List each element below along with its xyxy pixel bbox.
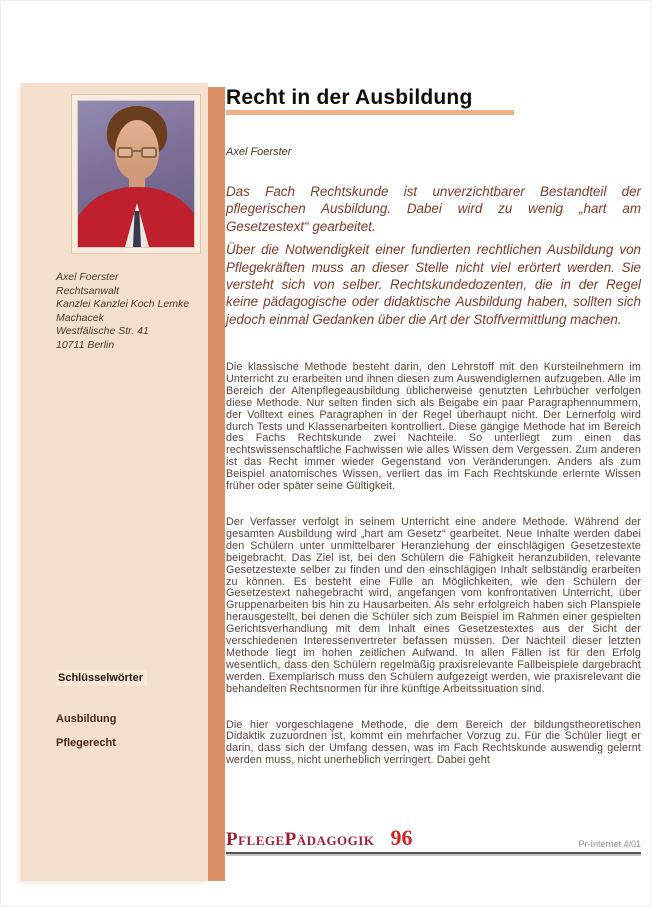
footer-rule: [226, 852, 641, 854]
lead-paragraph: Über die Notwendigkeit einer fundierten rechtlichen Ausbildung von Pflegekräften muss an dieser Stelle nicht viel erörtert werden. Sie versteht sich von selber. Rechtskundedozenten, die in der Regel keine pädagogische oder didaktische Ausbildung haben, sollten sich jedoch einmal Gedanken über die Art der Stoffvermittlung machen.: [226, 242, 641, 327]
author-title-line: Rechtsanwalt: [56, 284, 120, 297]
author-photo-frame: [71, 94, 201, 254]
article-byline: Axel Foerster: [226, 146, 292, 158]
body-paragraph: Der Verfasser verfolgt in seinem Unterricht eine andere Methode. Während der gesamten Ausbildung wird „hart am Gesetz“ gearbeitet. Neue Inhalte werden dabei den Schülern unter unmittelbarer Heranziehung der einschlägigen Gesetzestexte beigebracht. Das Ziel ist, bei den Schülern die Fähigkeit heranzubilden, relevante Gesetzestexte selber zu finden und den einschlägigen Inhalt selbständig erarbeiten zu können. Es besteht eine Fülle an Möglichkeiten, wie den Schülern der Gesetzestext nahegebracht wird, angefangen vom konfrontativen Unterricht, über Gruppenarbeiten bis hin zu Hausarbeiten. Als sehr erfolgreich haben sich Planspiele herausgestellt, bei denen die Schüler sich zum Beispiel im Rahmen einer gespielten Gerichtsverhandlung mit dem Inhalt eines Gesetzestextes aus der Sicht der verschiedenen Interessenvertreter befassen müssen. Der Nachteil dieser letzten Methode liegt im hohen zeitlichen Aufwand. In allen Fällen ist für den Erfolg wesentlich, dass den Schülern regelmäßig praxisrelevante Fallbeispiele dargebracht werden. Exemplarisch muss den Schülern aufgezeigt werden, wie praxisrelevant die behandelten Rechtsnormen für ihre künftige Arbeitssituation sind.: [226, 515, 641, 695]
article-lead: [226, 183, 641, 334]
author-city-line: 10711 Berlin: [56, 338, 115, 351]
sidebar-panel: [21, 83, 208, 881]
page-footer: [226, 825, 641, 855]
author-firm-line: Kanzlei Kanzlei Koch Lemke: [56, 298, 190, 310]
title-underline: [226, 110, 514, 115]
journal-name: PflegePädagogik: [226, 829, 375, 850]
author-contact-block: [56, 271, 201, 352]
accent-strip: [208, 87, 225, 881]
article-column: [226, 86, 641, 767]
glasses-icon: [117, 147, 157, 159]
article-title: Recht in der Ausbildung: [226, 86, 473, 109]
author-firm-line2: Machacek: [56, 311, 104, 324]
article-body: [226, 362, 641, 791]
author-street-line: Westfälische Str. 41: [56, 325, 149, 337]
author-name-line: Axel Foerster: [56, 271, 119, 283]
author-portrait-photo: [77, 100, 195, 248]
body-paragraph: Die klassische Methode besteht darin, den Lehrstoff mit den Kursteilnehmern im Unterricht zu erarbeiten und ihnen diesen zum Auswendiglernen aufzugeben. Alle im Bereich der Altenpflegeausbildung üblicherweise genutzten Lehrbücher verfolgen diese Methode. Nur selten finden sich als Beigabe ein paar Paragraphennummern, der Volltext eines Paragraphen in der Regel überhaupt nicht. Der Lernerfolg wird durch Tests und Klassenarbeiten kontrolliert. Diese gängige Methode hat im Bereich des Fachs Rechtskunde zwei Nachteile. So unterliegt zum einen das rechtswissenschaftliche Fachwissen wie alles Wissen dem Vergessen. Zum anderen ist das Recht immer wieder Gegenstand von Veränderungen. Anders als zum Beispiel anatomisches Wissen, verliert das im Fach Rechtskunde erlernte Wissen früher oder später seine Gültigkeit.: [226, 361, 641, 493]
keywords-label: Schlüsselwörter: [56, 670, 147, 686]
body-paragraph: Die hier vorgeschlagene Methode, die dem Bereich der bildungstheoretischen Didaktik zuzuordnen ist, kommt ein mehrfacher Vorzug zu. Für die Schüler liegt er darin, dass sich der Umfang dessen, was im Fach Rechtskunde auswendig gelernt werden muss, nicht unerheblich verringert. Dabei geht: [226, 718, 641, 767]
lead-paragraph: Das Fach Rechtskunde ist unverzichtbarer Bestandteil der pflegerischen Ausbildung. Dabei wird zu wenig „hart am Gesetzestext“ gearbeitet.: [226, 184, 641, 234]
journal-issue: Pr-Internet 4/01: [578, 839, 641, 849]
keyword-item: Pflegerecht: [56, 737, 116, 749]
keyword-item: Ausbildung: [56, 713, 117, 725]
journal-page-number: 96: [390, 825, 413, 850]
